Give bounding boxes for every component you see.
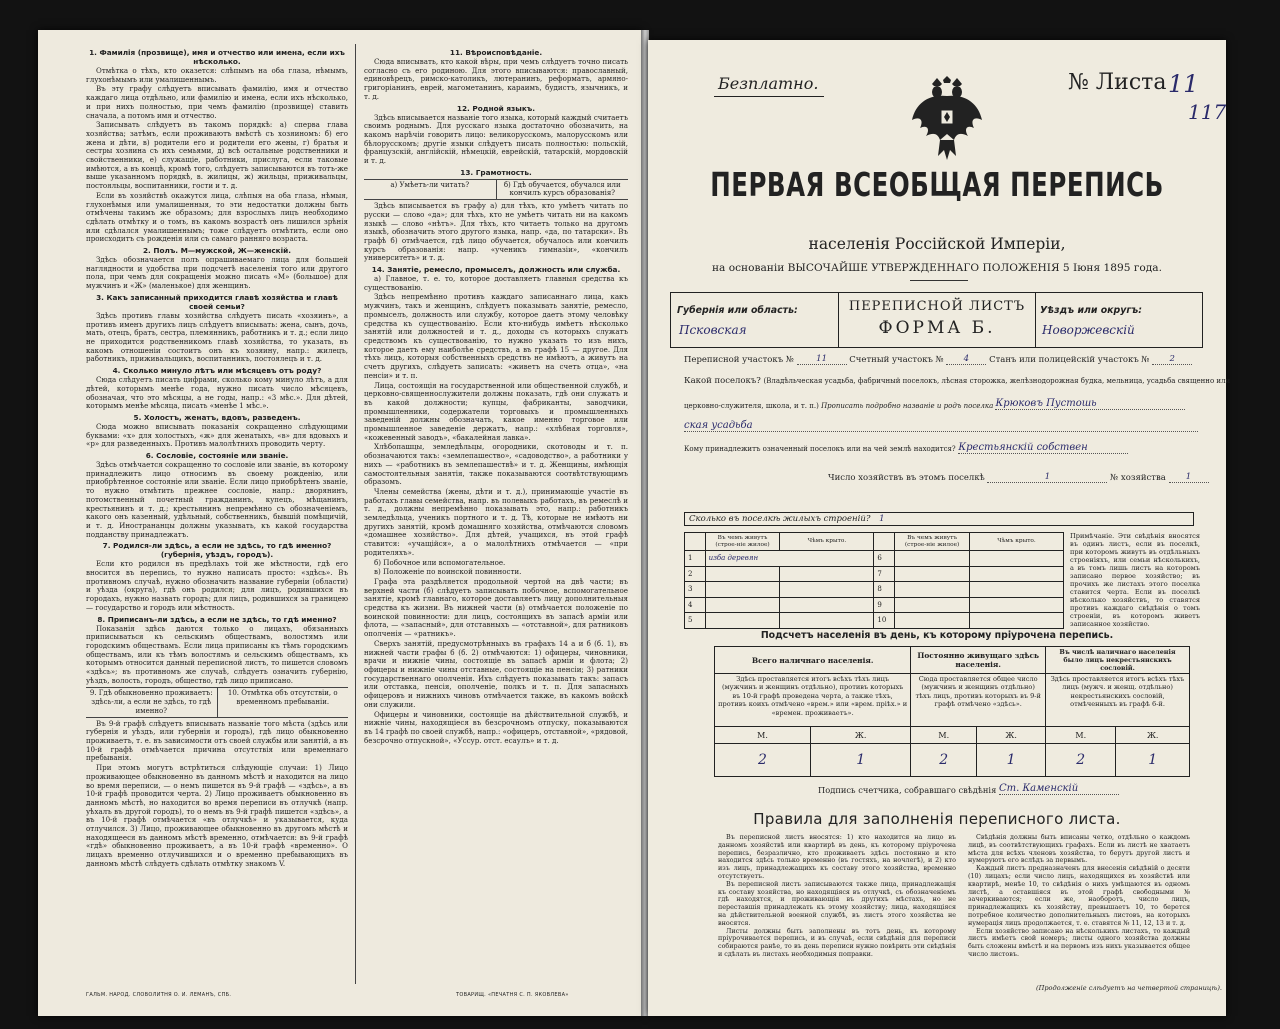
instruction-paragraph: Сюда слѣдуетъ писать цифрами, сколько кому минуло лѣтъ, а для дѣтей, которымъ менѣе года, нужно писать число мѣсяцевъ, обозначая, что это мѣсяцы, а не годы, напр.: «3 мѣс.». Для дѣтей, которымъ менѣе мѣсяца, писать «менѣе 1 мѣс.».	[86, 375, 348, 411]
dwellings-header-blank	[685, 533, 706, 551]
instruction-paragraph: Сюда можно вписывать показанія сокращенно слѣдующими буквами: «х» для холостыхъ, «ж» для женатыхъ, «в» для вдовыхъ и «р» для разведенныхъ. Противъ малолѣтнихъ проводить черту.	[86, 421, 348, 449]
stan-label: Станъ или полицейскій участокъ №	[989, 355, 1150, 365]
section-heading: 8. Приписанъ-ли здѣсь, а если не здѣсь, то гдѣ именно?	[97, 614, 337, 624]
gubernia-label: Губернія или область:	[677, 305, 798, 316]
subheading: 10. Отмѣтка объ отсутствіи, о временномъ пребываніи.	[217, 688, 349, 716]
count-value: 1	[1116, 744, 1190, 777]
section-heading: 1. Фамилія (прозвище), имя и отчество или имена, если ихъ нѣсколько.	[89, 48, 345, 66]
household-number-label: № хозяйства	[1110, 473, 1166, 483]
line-settlement-3	[684, 420, 1198, 432]
count-value: 2	[715, 744, 811, 777]
section-heading: 7. Родился-ли здѣсь, а если не здѣсь, то гдѣ именно? (губернія, уѣздъ, городъ).	[102, 541, 332, 560]
count-zh-label: Ж.	[977, 727, 1046, 744]
households-label: Число хозяйствъ въ этомъ поселкѣ	[828, 473, 985, 483]
count-header-3: Въ числѣ наличнаго населенія было лицъ некрестьянскихъ сословій.	[1046, 647, 1190, 674]
count-m-label: М.	[911, 727, 977, 744]
gubernia-box	[670, 292, 839, 348]
section-heading: 11. Вѣроисповѣданіе.	[449, 48, 543, 57]
instruction-paragraph: Члены семейства (жены, дѣти и т. д.), принимающіе участіе въ работахъ главы семейства, напр. въ полевыхъ работахъ, въ ремеслѣ и т. д., должны непремѣнно показывать это, напр.: работникъ земледѣльца, ученикъ портного и т. д. Тѣ, которые не имѣютъ ни другихъ занятій, кромѣ домашняго хозяйства, отмѣчаются словомъ «домашнее хозяйство». Для дѣтей, учащихся, въ этой графѣ ставится: «учащійся», а о малолѣтнихъ отмѣчается — «при родителяхъ».	[364, 486, 628, 557]
household-number-value: 1	[1169, 472, 1209, 483]
sheet-number-label: № Листа	[1068, 70, 1167, 95]
table-cell	[705, 613, 780, 629]
settlement-name-value: Крюковъ Пустошь	[995, 398, 1185, 410]
table-cell	[705, 566, 780, 582]
settlement-name-value-2: ская усадьба	[684, 420, 1198, 432]
instruction-paragraph: Здѣсь отмѣчается сокращенно то сословіе или званіе, въ которому принадлежитъ лицо относимъ въ своему рожденію, или приобрѣтенное состояніе или званіе. Если лицо приобрѣтенъ званіе, то нужно отмѣтить прежнее сословіе, напр.: дворянинъ, потомственный почетный гражданинъ, купецъ, мѣщанинъ, крестьянинъ и т. д.; крестьянинъ непремѣнно съ обозначеніемъ, какого онъ казенный, удѣльный, собственникъ, бывшій помѣщичій, и т. д. Инострананцы должны указывать, къ какой государства подданству принадлежатъ.	[86, 460, 348, 539]
section-heading: 13. Грамотность.	[460, 167, 532, 177]
rule-paragraph: Свѣдѣнія должны быть вписаны четко, отдѣльно о каждомъ лицѣ, въ соотвѣтствующихъ графахъ. Если въ листѣ не хватаетъ мѣста для всѣхъ членовъ хозяйства, то берутъ другой листъ и нумеруютъ его вслѣдъ за первымъ.	[968, 834, 1190, 865]
count-desc-3: Здѣсь проставляется итогъ всѣхъ тѣхъ лицъ (мужч. и женщ. отдѣльно) некрестьянскихъ сословій, отмѣченныхъ въ графѣ 6-й.	[1046, 674, 1190, 727]
count-value: 2	[911, 744, 977, 777]
rule-paragraph: Въ переписной листъ вносятся: 1) кто находится на лицо въ данномъ хозяйствѣ или квартирѣ въ день, къ которому пріурочена перепись, безразлично, кто проживаетъ здѣсь постоянно и кто находится здѣсь только временно (въ гостяхъ, на ночлегѣ), и 2) кто изъ лицъ, принадлежащихъ къ составу этого хозяйства, временно отсутствуетъ.	[718, 834, 956, 880]
count-desc-row	[715, 674, 1190, 727]
section-heading: 6. Сословіе, состояніе или званіе.	[145, 451, 289, 461]
line-owner	[684, 442, 1128, 454]
count-values-row	[715, 744, 1190, 777]
rule-paragraph: Если хозяйство записано на нѣсколькихъ листахъ, то каждый листъ имѣетъ свой номеръ; листы одного хозяйства должны быть сложены вмѣстѣ и на первомъ изъ нихъ указывается общее число листовъ.	[968, 926, 1190, 958]
dwellings-header-3: Въ чемъ живутъ (строе-ніе жилое)	[895, 533, 970, 551]
instruction-paragraph: Здѣсь вписывается названіе того языка, который каждый считаетъ своимъ роднымъ. Для русскаго языка достаточно обозначить, на какомъ нарѣчіи говоритъ лицо: великорусскомъ, малорусскомъ или бѣлорусскомъ; другіе языки слѣдуетъ писать полностью: польскій, французскій, англійскій, нѣмецкій, еврейскій, татарскій, мордовскій и т. д.	[364, 112, 628, 166]
subheading: 9. Гдѣ обыкновенно проживаетъ: здѣсь-ли, а если не здѣсь, то гдѣ именно?	[89, 689, 213, 715]
instruction-paragraph: Если кто родился въ предѣлахъ той же мѣстности, гдѣ его вносится въ перепись, то нужно написать просто: «здѣсь». Въ противномъ случаѣ, нужно обозначить название губерніи (области) и уѣзда (округа), гдѣ онъ родился; для лицъ, родившихся въ городахъ, нужно назвать городъ; для лицъ, родившихся за границею — государство и городъ или мѣстность.	[86, 559, 348, 612]
row-number: 8	[874, 582, 895, 598]
count-value: 1	[810, 744, 910, 777]
dwelling-value: изба деревян	[705, 551, 874, 567]
count-header-2: Постоянно живущаго здѣсь населенія.	[911, 647, 1046, 674]
instruction-paragraph: При этомъ могутъ встрѣтиться слѣдующіе случаи: 1) Лицо проживающее обыкновенно въ данномъ мѣстѣ и находится на лицо во время переписи, — о немъ пишется въ 9-й графѣ — «здѣсь», а въ 10-й графѣ проводится черта. 2) Лицо проживаетъ обыкновенно въ данномъ мѣстѣ, но находится во время переписи въ отлучкѣ (напр. уѣхалъ въ другой городъ), то о немъ въ 9-й графѣ пишется «здѣсь», а въ 10-й графѣ отмѣчается «въ отлучкѣ» и указывается, куда отлучился. 3) Лицо, проживающее обыкновенно въ другомъ мѣстѣ и находящееся въ данномъ мѣстѣ временно, отмѣчается: въ 9-й графѣ «гдѣ» обыкновенно проживаетъ, а въ 10-й графѣ «временно». О лицахъ временно отлучившихся и о временно пребывающихъ въ данномъ мѣстѣ слѣдуетъ сдѣлать отмѣтку знакомъ V.	[86, 763, 348, 868]
instruction-paragraph: Офицеры и чиновники, состоящіе на дѣйствительной службѣ, и нижніе чины, находящіеся въ безсрочномъ отпуску, показываются въ 14 графѣ по своей службѣ, напр.: «офицеръ, отставной», «рядовой, безсрочно отпускной», «Уссур. отст. есаулъ» и т. д.	[364, 709, 628, 745]
table-row	[685, 551, 1064, 567]
row-number: 10	[874, 613, 895, 629]
instruction-paragraph: Лица, состоящія на государственной или общественной службѣ, и церковно-священнослужители должны показать, гдѣ они служатъ и въ какой должности; купцы, фабриканты, заводчики, промышленники, содержатели торговыхъ и промышленныхъ заведеній должны обозначать, какое именно торговое или промышленное заведеніе держатъ, напр.: «хлѣбная торговля», «кожевенный заводъ», «бакалейная лавка».	[364, 380, 628, 442]
count-m-label: М.	[715, 727, 811, 744]
instruction-paragraph: Здѣсь противъ главы хозяйства слѣдуетъ писать «хозяинъ», а противъ именъ другихъ лицъ слѣдуетъ вписывать: жена, сынъ, дочь, мать, отецъ, братъ, сестра, племянникъ, работникъ и т. д.; если лицо не приходится родственникомъ главѣ хозяйства, то указать, въ какомъ отношеніи состоитъ онъ къ хозяину, напр.: жилецъ, работникъ, приживальщикъ, воспитанникъ, постоялецъ и т. д.	[86, 310, 348, 364]
settlement-hint: (Владѣльческая усадьба, фабричный поселокъ, лѣсная сторожка, желѣзнодорожная будка, мельница, усадьба священно или	[763, 377, 1231, 385]
count-zh-label: Ж.	[810, 727, 910, 744]
census-basis: на основаніи ВЫСОЧАЙШЕ УТВЕРЖДЕННАГО ПОЛОЖЕНІЯ 5 Іюня 1895 года.	[712, 262, 1162, 274]
table-cell	[895, 551, 970, 567]
buildings-value: 1	[879, 514, 885, 524]
dwellings-header-1: Въ чемъ живутъ (строе-ніе жилое)	[705, 533, 780, 551]
line-households	[828, 472, 1209, 483]
printer-imprint-right: ТОВАРИЩ. «ПЕЧАТНЯ С. П. ЯКОВЛЕВА»	[456, 992, 569, 998]
buildings-label: Сколько въ поселкѣ жилыхъ строеній?	[689, 514, 871, 524]
rule-paragraph: Каждый листъ предназначенъ для внесенія свѣдѣній о десяти (10) лицахъ; если число лицъ, находящихся въ хозяйствѣ или квартирѣ, менѣе 10, то свѣдѣнія о нихъ умѣщаются въ одномъ листѣ, а оставшіяся въ этой графѣ свободными № зачеркиваются; если же, наоборотъ, число лицъ, принадлежащихъ къ хозяйству, превышаетъ 10, то берется потребное количество дополнительныхъ листовъ, на которыхъ нумерація лицъ продолжается, т. е. ставятся № 11, 12, 13 и т. д.	[968, 864, 1190, 927]
count-title: Подсчетъ населенія въ день, къ которому пріурочена перепись.	[760, 630, 1114, 641]
free-underline	[714, 96, 824, 97]
subheading-pair	[86, 687, 348, 717]
census-subtitle: населенія Россійской Имперіи,	[808, 235, 1066, 253]
left-page	[38, 30, 642, 1016]
row-number: 6	[874, 551, 895, 567]
table-cell	[895, 613, 970, 629]
count-header-1: Всего наличнаго населенія.	[715, 647, 911, 674]
right-page	[648, 40, 1231, 1016]
count-sex-row	[715, 727, 1190, 744]
count-desc-2: Сюда проставляется общее число (мужчинъ и женщинъ отдѣльно) тѣхъ лицъ, противъ которыхъ въ 9-й графѣ отмѣчено «здѣсь».	[911, 674, 1046, 727]
row-number: 4	[685, 597, 706, 613]
table-row	[685, 597, 1064, 613]
population-count-table	[714, 646, 1190, 777]
instruction-paragraph: Въ 9-й графѣ слѣдуетъ вписывать названіе того мѣста (здѣсь или губернія и уѣздъ, или губернія и городъ), гдѣ лицо обыкновенно проживаетъ, т. е. въ зависимости отъ своей службы или занятій, а въ 10-й графѣ отмѣчается причина отсутствія или временнаго пребыванія.	[86, 718, 348, 763]
settlement-hint-2: церковно-служителя, школа, и т. п.)	[684, 402, 819, 410]
form-title-2: ФОРМА Б.	[878, 318, 996, 338]
dwellings-note: Примѣчаніе. Эти свѣдѣнія вносятся въ одинъ листъ, если въ поселкѣ, при которомъ живутъ въ отдѣльныхъ строеніяхъ, или семьи нѣсколькихъ, а въ томъ лишь листъ на которомъ записано первое хозяйство; въ прочихъ же листахъ этого поселка ставится черта. Если въ поселкѣ нѣсколько хозяйствъ, то ставятся противъ каждаго свѣдѣнія о томъ строеніи, въ которомъ живетъ записанное хозяйство.	[1070, 532, 1200, 628]
section-heading: 5. Холостъ, женатъ, вдовъ, разведенъ.	[133, 412, 301, 422]
count-header-row	[715, 647, 1190, 674]
instruction-paragraph: а) Главное, т. е. то, которое доставляетъ главныя средства къ существованію.	[364, 274, 628, 292]
instruction-paragraph: Здѣсь непремѣнно противъ каждаго записаннаго лица, какъ мужчинъ, такъ и женщинъ, слѣдуетъ показывать занятіе, ремесло, промыселъ, должность или службу, которое даетъ этому человѣку средства къ существованію. Если кто-нибудь имѣетъ нѣсколько занятій или должностей и т. д., доходы съ которыхъ служатъ средствомъ къ существованію, то нужно указать то изъ нихъ, которое даетъ ему наиболѣе средствъ, а въ графѣ 15 — другое. Для тѣхъ лицъ, которыя собственныхъ средствъ не имѣютъ, а живутъ на счетъ другихъ, слѣдуетъ записать: «живетъ на счетъ отца», «на пенсіи» и т. п.	[364, 292, 628, 380]
instruction-paragraph: Если въ хозяйствѣ окажутся лица, слѣпыя на оба глаза, нѣмыя, глухонѣмыя или умалишенныя, то эти недостатки должны быть отмѣчены такимъ же образомъ; для взрослыхъ лицъ необходимо сдѣлать отмѣтку и о томъ, въ какомъ возрастѣ онъ лишился зрѣнія или сдѣлался умалишеннымъ; тоже слѣдуетъ отмѣтить, если оно происходитъ съ рожденія или съ самаго ранняго возраста.	[86, 190, 348, 244]
table-cell	[970, 566, 1064, 582]
instruction-paragraph: в) Положеніе по воинской повинности.	[374, 567, 522, 577]
rule-paragraph: Въ переписной листъ записываются также лица, принадлежащія къ составу хозяйства, но находящіяся въ отлучкѣ, съ обозначеніемъ гдѣ находятся, и проживающія въ другихъ мѣстахъ, но не переставшія принадлежать къ этому хозяйству; лица, находящіяся на дѣйствительной военной службѣ, въ листъ этого хозяйства не вносятся.	[718, 879, 956, 927]
schetny-uchastok-value: 4	[946, 354, 986, 365]
instruction-paragraph: Графа эта раздѣляется продольной чертой на двѣ части; въ верхней части (б) слѣдуетъ записывать побочное, вспомогательное занятіе, кромѣ главнаго, которое доставляетъ лицу дополнительныя средства къ жизни. Въ нижней части (в) отмѣчается положеніе по воинской повинности: для лицъ, состоящихъ въ запасѣ арміи или флота, — «запасный», для отставныхъ — «отставной», для ратниковъ ополченія — «ратникъ».	[364, 576, 628, 639]
instruction-paragraph: Записывать слѣдуетъ въ такомъ порядкѣ: а) сперва глава хозяйства; затѣмъ, если проживаютъ вмѣстѣ съ хозяиномъ: б) его жена и дѣти, в) родители его и родители его жены, г) братья и сестры хозяина съ ихъ семьями, д) всѣ остальные родственники и свойственники, е) служащіе, работники, прислуга, если таковые имѣются, а въ концѣ, кромѣ того, слѣдуетъ записываются въ тотъ-же выше указанномъ порядкѣ, в. жилицы, ж) жильцы, приживальцы, постояльцы, воспитанники, гости и т. д.	[86, 120, 348, 191]
instruction-paragraph: Хлѣбопашцы, земледѣльцы, огородники, скотоводы и т. п. обозначаются такъ: «землепашество», «садоводство», а работники у нихъ — «работникъ въ землепашествѣ» и т. д. Женщины, имѣющія самостоятельныя занятія, также показываются соотвѣтствующимъ образомъ.	[364, 442, 628, 487]
dwellings-header-blank-2	[874, 533, 895, 551]
sheet-number-handwritten: 11	[1168, 70, 1199, 98]
row-number: 3	[685, 582, 706, 598]
line-settlement-2	[684, 398, 1185, 410]
owner-value: Крестьянскій собствен	[958, 442, 1128, 454]
instruction-paragraph: Въ эту графу слѣдуетъ вписывать фамилію, имя и отчество каждаго лица отдѣльно, или фамилію и имена, если ихъ нѣсколько, и при нихъ полностью, при чемъ фамилію (прозвище) ставить сначала, а потомъ имя и отчество.	[86, 84, 348, 120]
table-cell	[970, 597, 1064, 613]
table-cell	[895, 597, 970, 613]
section-heading: 4. Сколько минуло лѣтъ или мѣсяцевъ отъ роду?	[112, 366, 322, 376]
row-number: 9	[874, 597, 895, 613]
instruction-paragraph: Отмѣтка о тѣхъ, кто оказется: слѣпымъ на оба глаза, нѣмымъ, глухонѣмымъ или умалишеннымъ.	[86, 66, 348, 84]
uezd-label: Уѣздъ или округъ:	[1040, 305, 1143, 316]
column-divider	[355, 44, 356, 984]
table-row	[685, 582, 1064, 598]
owner-label: Кому принадлежитъ означенный поселокъ или на чей землѣ находится?	[684, 445, 956, 453]
stan-value: 2	[1152, 354, 1192, 365]
printer-imprint-left: ГАЛЬМ. НАРОД. СЛОВОЛИТНЯ О. И. ЛЕМАНЪ, СПБ.	[86, 992, 232, 998]
table-cell	[780, 613, 874, 629]
perepisnoy-uchastok-value: 11	[797, 354, 847, 365]
table-cell	[895, 582, 970, 598]
enumerator-signature-line	[818, 783, 1119, 795]
form-title-1: ПЕРЕПИСНОЙ ЛИСТЪ	[848, 299, 1026, 314]
households-value: 1	[987, 472, 1107, 483]
signature-label: Подпись счетчика, собравшаго свѣдѣнія	[818, 785, 997, 795]
schetny-uchastok-label: Счетный участокъ №	[849, 355, 944, 365]
title-rule	[910, 280, 968, 281]
form-title-box	[838, 292, 1036, 348]
table-cell	[970, 582, 1064, 598]
rules-column-2	[968, 834, 1190, 1002]
settlement-hint-3: Прописать подробно названіе и родъ поселка	[821, 402, 994, 410]
line-buildings	[684, 512, 1194, 526]
imperial-eagle-icon	[910, 76, 984, 162]
table-cell	[705, 582, 780, 598]
instruction-paragraph: Показанія здѣсь даются только о лицахъ, обязанныхъ приписываться къ сельскимъ обществамъ, волостямъ или городскимъ обществамъ. Если лица приписаны къ тѣмъ городскимъ обществамъ, или къ тѣмъ волостямъ и сельскимъ обществамъ, къ которымъ относится данный переписной листъ, то пишется словомъ «здѣсь»; въ противномъ же случаѣ, слѣдуетъ означить губернію, уѣздъ, волость, городъ, общество, гдѣ лицо приписано.	[86, 623, 348, 685]
header-band	[670, 292, 1204, 348]
gubernia-value: Псковская	[679, 323, 747, 337]
table-row	[685, 613, 1064, 629]
perepisnoy-uchastok-label: Переписной участокъ №	[684, 355, 794, 365]
table-cell	[705, 597, 780, 613]
subheading: а) Умѣетъ-ли читать?	[390, 180, 470, 189]
rules-title: Правила для заполненія переписного листа.	[753, 810, 1121, 828]
row-number: 5	[685, 613, 706, 629]
settlement-label: Какой поселокъ?	[684, 376, 761, 386]
uezd-box	[1034, 292, 1203, 348]
table-cell	[970, 551, 1064, 567]
signature-value: Ст. Каменскій	[999, 783, 1119, 795]
sheet-number-handwritten-2: 117	[1188, 100, 1227, 124]
count-m-label: М.	[1046, 727, 1116, 744]
row-number: 2	[685, 566, 706, 582]
table-cell	[970, 613, 1064, 629]
row-number: 1	[685, 551, 706, 567]
rules-column-1	[718, 834, 956, 1002]
table-row	[685, 566, 1064, 582]
row-number: 7	[874, 566, 895, 582]
instruction-paragraph: Здѣсь вписывается въ графу а) для тѣхъ, кто умѣетъ читать по русски — слово «да»; для тѣхъ, кто не умѣетъ читать ни на какомъ языкѣ — слово «нѣтъ». Для тѣхъ, кто читаетъ только на другомъ языкѣ, обозначить этого другого языка, напр. «да, по татарски». Въ графѣ б) отмѣчается, гдѣ лицо обучается, обучалось или кончилъ курсъ образованія: напр. «ученикъ гимназіи», «кончилъ университетъ» и т. д.	[364, 201, 628, 263]
section-heading: 12. Родной языкъ.	[456, 103, 536, 113]
section-heading: 3. Какъ записанный приходится главѣ хозяйства и главѣ своей семьи?	[96, 292, 338, 311]
subheading: б) Гдѣ обучается, обучался или кончилъ курсъ образованія?	[496, 180, 629, 199]
rule-paragraph: Листы должны быть заполнены въ тотъ день, къ которому пріурочивается перепись, и въ случаѣ, если свѣдѣнія для переписи собираются ранѣе, то въ день переписи нужно повѣрить эти свѣдѣнія и сдѣлать въ листахъ необходимыя поправки.	[718, 926, 956, 958]
continuation-note: (Продолженіе слѣдуетъ на четвертой страницѣ).	[1036, 984, 1222, 992]
dwellings-header-2: Чѣмъ крыто.	[780, 533, 874, 551]
count-value: 2	[1046, 744, 1116, 777]
subheading-pair	[364, 179, 628, 200]
instruction-paragraph: б) Побочное или вспомогательное.	[374, 557, 506, 567]
section-heading: 2. Полъ. М—мужской, Ж—женскій.	[142, 246, 292, 256]
dwellings-table	[684, 532, 1064, 629]
line-districts	[684, 354, 1192, 365]
dwellings-header-4: Чѣмъ крыто.	[970, 533, 1064, 551]
dwellings-header-row	[685, 533, 1064, 551]
uezd-value: Новоржевскій	[1042, 323, 1135, 337]
section-heading: 14. Занятіе, ремесло, промыселъ, должность или служба.	[371, 265, 621, 275]
table-cell	[780, 582, 874, 598]
count-desc-1: Здѣсь проставляется итогъ всѣхъ тѣхъ лицъ (мужчинъ и женщинъ отдѣльно), противъ которыхъ въ 10-й графѣ проведена черта, а также тѣхъ, противъ коихъ отмѣчено «врем.» или «врем. пріѣх.» и «времен. проживаетъ».	[715, 674, 911, 727]
table-cell	[895, 566, 970, 582]
table-cell	[780, 597, 874, 613]
count-zh-label: Ж.	[1116, 727, 1190, 744]
instructions-column-2	[364, 46, 628, 984]
table-cell	[780, 566, 874, 582]
instruction-paragraph: Здѣсь обозначается полъ опрашиваемаго лица для большей наглядности и удобства при подсчетѣ населенія того или другого пола, при чемъ для сокращенія можно писать «М» (большое) для мужчинъ и «Ж» (маленькое) для женщинъ.	[86, 255, 348, 291]
free-label: Безплатно.	[718, 74, 819, 93]
instruction-paragraph: Сверхъ занятій, предусмотрѣнныхъ въ графахъ 14 а и б (б. 1), въ нижней части графы б (б. 2) отмѣчаются: 1) офицеры, чиновники, врачи и нижніе чины, состоящіе въ запасѣ арміи и флота; 2) офицеры и нижніе чины отставные, состоящіе на пенсіи; 3) ратники государственнаго ополченія. Ихъ слѣдуетъ показывать такъ: запасъ или отставка, пенсія, ополченіе, полкъ и т. п. Для запасныхъ офицеровъ и нижнихъ чиновъ отмѣчается также, въ какомъ войскѣ они служили.	[364, 638, 628, 709]
line-settlement	[684, 376, 1230, 386]
instruction-paragraph: Сюда вписывать, кто какой вѣры, при чемъ слѣдуетъ точно писать согласно съ его родиною. Для этого вписываются: православный, единовѣрецъ, римско-католикъ, лютеранинъ, реформатъ, армяно-григоріанинъ, еврей, магометанинъ, караимъ, будистъ, язычникъ, и т. д.	[364, 57, 628, 101]
count-value: 1	[977, 744, 1046, 777]
instructions-column-1	[86, 46, 348, 984]
census-title: ПЕРВАЯ ВСЕОБЩАЯ ПЕРЕПИСЬ	[710, 165, 1164, 205]
